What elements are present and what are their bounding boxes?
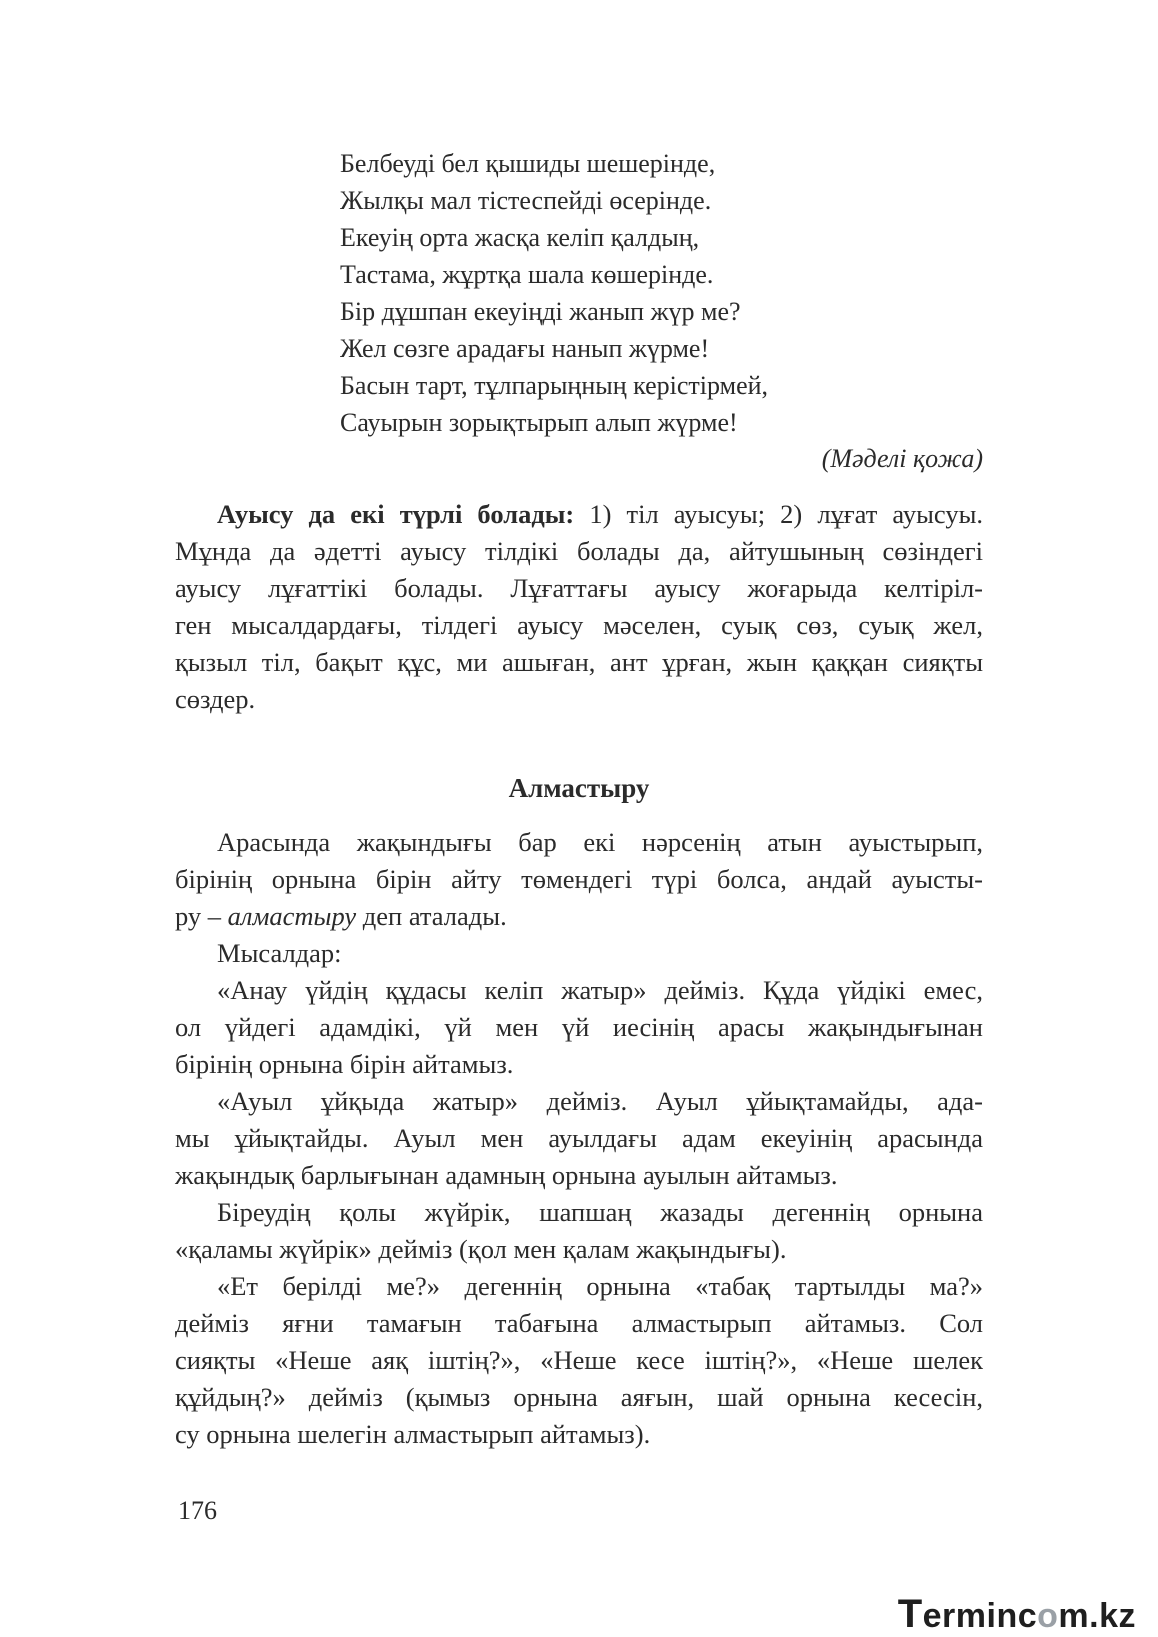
- watermark-logo: [898, 1592, 1136, 1637]
- paragraph-line: ол үйдегі адамдікі, үй мен үй иесінің арасы жақындығынан: [175, 1012, 983, 1042]
- paragraph-line: Біреудің қолы жүйрік, шапшаң жазады дегеннің орнына: [217, 1197, 983, 1227]
- paragraph-line: су орнына шелегін алмастырып айтамыз).: [175, 1419, 651, 1449]
- examples-label: Мысалдар:: [217, 938, 342, 968]
- poem-line: Жел сөзге арадағы нанып жүрме!: [340, 334, 710, 363]
- paragraph-line: [175, 496, 983, 533]
- paragraph-line: Мұнда да әдетті ауысу тілдікі болады да, айтушының сөзіндегі: [175, 536, 983, 566]
- text-run: ру –: [175, 901, 228, 931]
- paragraph-line: Арасында жақындығы бар екі нәрсенің атын ауыстырып,: [217, 827, 983, 857]
- poem-line: Екеуің орта жасқа келіп қалдың,: [340, 223, 700, 252]
- paragraph-line: ауысу лұғаттікі болады. Лұғаттағы ауысу жоғарыда келтіріл-: [175, 573, 983, 603]
- paragraph-line: «Анау үйдің құдасы келіп жатыр» дейміз. Құда үйдікі емес,: [217, 975, 983, 1005]
- paragraph-line: сөздер.: [175, 684, 256, 714]
- section-heading: Алмастыру: [508, 773, 650, 803]
- poem-line: Тастама, жұртқа шала көшерінде.: [340, 260, 714, 289]
- watermark-o: o: [1037, 1597, 1059, 1635]
- page-number: 176: [178, 1496, 217, 1525]
- paragraph-line: құйдың?» дейміз (қымыз орнына аяғын, шай орнына кесесін,: [175, 1382, 983, 1412]
- paragraph-line: дейміз яғни тамағын табағына алмастырып айтамыз. Сол: [175, 1308, 983, 1338]
- poem-line: Жылқы мал тістеспейді өсерінде.: [340, 186, 712, 215]
- paragraph-line: [175, 898, 983, 935]
- paragraph-line: ген мысалдардағы, тілдегі ауысу мәселен, суық сөз, суық жел,: [175, 610, 983, 640]
- poem-line: Белбеуді бел қышиды шешерінде,: [340, 149, 716, 178]
- poem-line: Басын тарт, тұлпарыңның керістірмей,: [340, 371, 769, 400]
- paragraph-line: қызыл тіл, бақыт құс, ми ашыған, ант ұрған, жын қаққан сияқты: [175, 647, 983, 677]
- paragraph-line: сияқты «Неше аяқ іштің?», «Неше кесе іштің?», «Неше шелек: [175, 1345, 983, 1375]
- paragraph-line: бірінің орнына бірін айтамыз.: [175, 1049, 514, 1079]
- watermark-part: erminc: [922, 1597, 1038, 1635]
- paragraph-line: жақындық барлығынан адамның орнына ауылын айтамыз.: [175, 1160, 838, 1190]
- term-italic: алмастыру: [227, 901, 357, 931]
- paragraph-line: мы ұйықтайды. Ауыл мен ауылдағы адам екеуінің арасында: [175, 1123, 983, 1153]
- poem-attribution: (Мәделі қожа): [821, 444, 983, 473]
- poem-line: Бір дұшпан екеуіңді жанып жүр ме?: [340, 297, 741, 326]
- paragraph-line: бірінің орнына бірін айту төмендегі түрі болса, андай ауысты-: [175, 864, 983, 894]
- poem-line: Сауырын зорықтырып алып жүрме!: [340, 408, 738, 437]
- text-run: деп аталады.: [356, 901, 507, 931]
- poem: [340, 145, 990, 441]
- watermark-part: m.kz: [1058, 1597, 1136, 1635]
- watermark-t: T: [897, 1592, 923, 1636]
- paragraph-line: «Ет берілді ме?» дегеннің орнына «табақ тартылды ма?»: [217, 1271, 983, 1301]
- lead-rest: 1) тіл ауысуы; 2) лұғат ауысуы.: [574, 499, 983, 529]
- paragraph-line: «Ауыл ұйқыда жатыр» дейміз. Ауыл ұйықтамайды, ада-: [217, 1086, 983, 1116]
- bold-lead: Ауысу да екі түрлі болады:: [217, 499, 575, 529]
- paragraph-line: «қаламы жүйрік» дейміз (қол мен қалам жақындығы).: [175, 1234, 787, 1264]
